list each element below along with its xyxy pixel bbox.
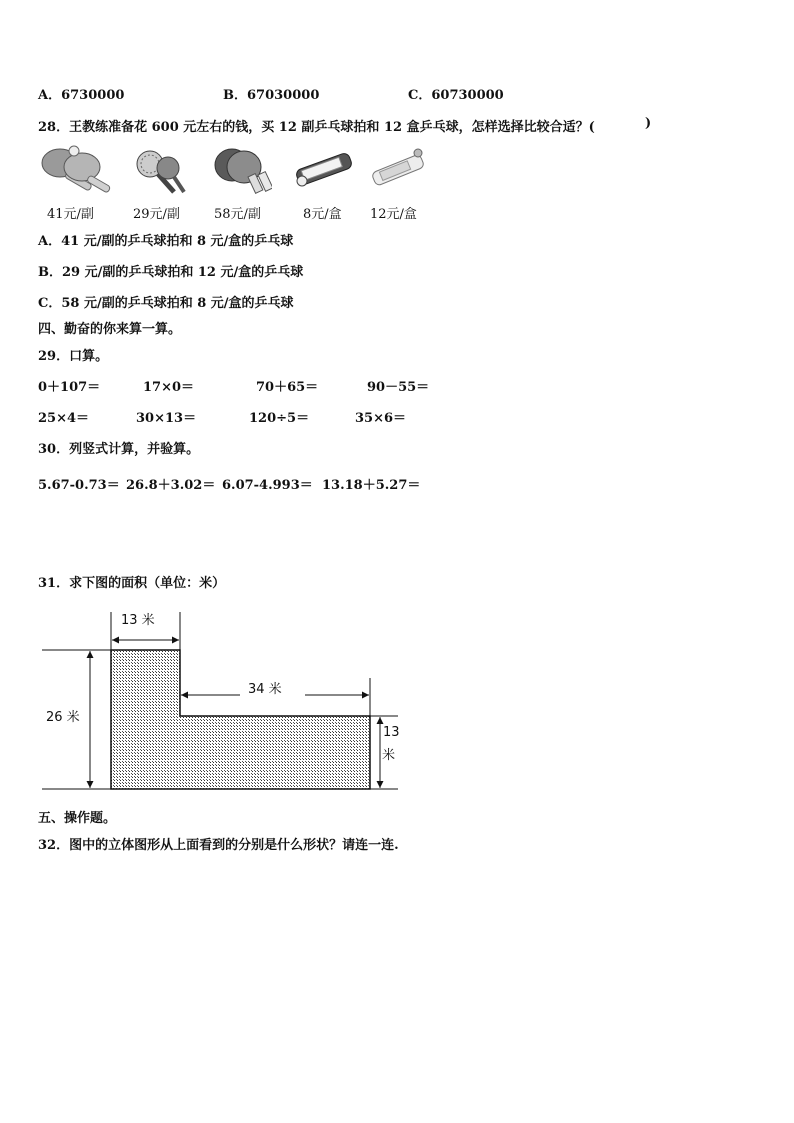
label-right-number: 13 (383, 725, 400, 740)
ball-tube-icon (366, 143, 428, 197)
q30-stem: 30．列竖式计算，并验算。 (38, 442, 200, 457)
q31-stem: 31．求下图的面积（单位：米） (38, 576, 226, 591)
paddle-racket-icon (128, 148, 188, 198)
q29-item: 30×13＝ (136, 411, 197, 426)
l-shape-figure (30, 600, 410, 800)
q29-item: 120÷5＝ (249, 411, 310, 426)
q29-item: 35×6＝ (355, 411, 407, 426)
price-label: 29元/副 (133, 207, 180, 222)
q28-option-b: B．29 元/副的乒乓球拍和 12 元/盒的乒乓球 (38, 265, 304, 280)
option-letter: B． (223, 88, 247, 103)
label-left: 26 米 (46, 710, 80, 725)
q29-item: 0＋107＝ (38, 380, 101, 395)
question-text: 28．王教练准备花 600 元左右的钱，买 12 副乒乓球拍和 12 盒乒乓球，怎样选择比较合适？( (38, 120, 595, 135)
q29-item: 25×4＝ (38, 411, 90, 426)
paddle-pair-icon (38, 143, 114, 199)
label-right-unit: 米 (382, 748, 396, 763)
q27-option-b (223, 84, 319, 103)
option-letter: A． (38, 88, 62, 103)
option-text: 60730000 (431, 88, 504, 103)
q27-option-a (38, 84, 124, 103)
price-label: 58元/副 (214, 207, 261, 222)
q30-item: 13.18＋5.27＝ (322, 478, 421, 493)
price-label: 12元/盒 (370, 207, 417, 222)
q30-item: 26.8＋3.02＝ (126, 478, 216, 493)
option-text: 67030000 (247, 88, 320, 103)
q28-paren-close: ) (645, 116, 652, 131)
q32-stem: 32．图中的立体图形从上面看到的分别是什么形状？请连一连. (38, 838, 399, 853)
option-text: 6730000 (61, 88, 125, 103)
q30-item: 5.67-0.73＝ (38, 478, 120, 493)
q28-option-c: C．58 元/副的乒乓球拍和 8 元/盒的乒乓球 (38, 296, 294, 311)
q28-stem (38, 116, 595, 135)
q30-item: 6.07-4.993＝ (222, 478, 313, 493)
ball-box-icon (292, 143, 354, 197)
price-label: 41元/副 (47, 207, 94, 222)
q29-item: 70＋65＝ (256, 380, 319, 395)
q27-option-c (408, 84, 504, 103)
paddle-single-icon (212, 145, 272, 197)
l-shape (111, 650, 370, 789)
q29-item: 90－55＝ (367, 380, 430, 395)
option-letter: C． (408, 88, 432, 103)
q29-item: 17×0＝ (143, 380, 195, 395)
price-label: 8元/盒 (303, 207, 342, 222)
q29-stem: 29．口算。 (38, 349, 109, 364)
section-heading: 五、操作题。 (38, 811, 117, 826)
section-heading: 四、勤奋的你来算一算。 (38, 322, 182, 337)
label-top: 13 米 (121, 613, 155, 628)
label-middle: 34 米 (248, 682, 282, 697)
q28-option-a: A．41 元/副的乒乓球拍和 8 元/盒的乒乓球 (38, 234, 294, 249)
